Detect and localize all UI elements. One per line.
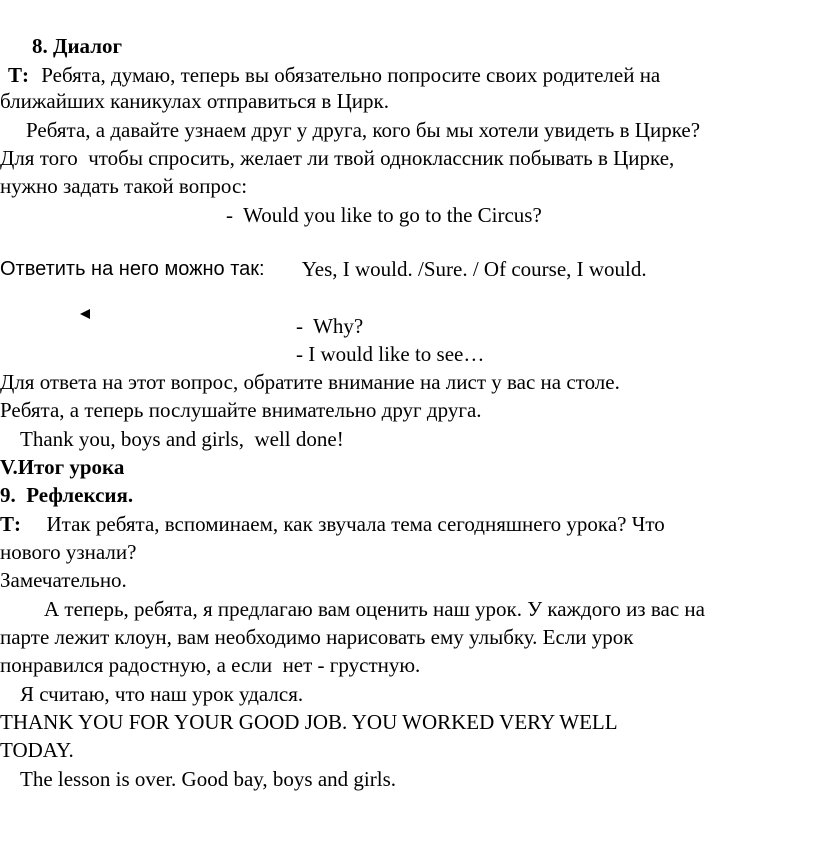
section-heading-summary: V.Итог урока [0, 455, 125, 479]
paragraph-line: THANK YOU FOR YOUR GOOD JOB. YOU WORKED VERY WELL [0, 710, 618, 734]
paragraph-line: Итак ребята, вспоминаем, как звучала тема сегодняшнего урока? Что [36, 512, 665, 536]
teacher-label: Т: [8, 63, 29, 87]
paragraph-line: Ребята, а теперь послушайте внимательно друг друга. [0, 398, 482, 422]
section-heading-dialog: 8. Диалог [32, 34, 123, 58]
question-line: - Would you like to go to the Circus? [226, 203, 542, 227]
paragraph-line: Я считаю, что наш урок удался. [20, 682, 304, 706]
dialog-why-line: - Why? [296, 314, 364, 338]
paragraph-line: парте лежит клоун, вам необходимо нарисовать ему улыбку. Если урок [0, 625, 634, 649]
paragraph-line: ближайших каникулах отправиться в Цирк. [0, 89, 389, 113]
answer-options: Yes, I would. /Sure. / Of course, I would. [292, 257, 647, 281]
paragraph-line: Ребята, думаю, теперь вы обязательно попросите своих родителей на [36, 63, 661, 87]
paragraph-line: Ребята, а давайте узнаем друг у друга, кого бы мы хотели увидеть в Цирке? [26, 118, 701, 142]
paragraph-line: нужно задать такой вопрос: [0, 174, 248, 198]
paragraph-line: TODAY. [0, 738, 74, 762]
paragraph-line: Замечательно. [0, 568, 127, 592]
paragraph-line: The lesson is over. Good bay, boys and girls. [20, 767, 397, 791]
paragraph-line: нового узнали? [0, 540, 137, 564]
arrow-left-icon [80, 309, 90, 319]
paragraph-line: Thank you, boys and girls, well done! [20, 427, 344, 451]
answer-prompt: Ответить на него можно так: [0, 258, 265, 280]
paragraph-line: А теперь, ребята, я предлагаю вам оценить наш урок. У каждого из вас на [44, 597, 705, 621]
paragraph-line: Для того чтобы спросить, желает ли твой одноклассник побывать в Цирке, [0, 146, 675, 170]
paragraph-line: Для ответа на этот вопрос, обратите внимание на лист у вас на столе. [0, 370, 620, 394]
paragraph-line: понравился радостную, а если нет - грустную. [0, 653, 421, 677]
dialog-see-line: - I would like to see… [296, 342, 485, 366]
section-heading-reflection: 9. Рефлексия. [0, 483, 134, 507]
teacher-label: Т: [0, 512, 21, 536]
